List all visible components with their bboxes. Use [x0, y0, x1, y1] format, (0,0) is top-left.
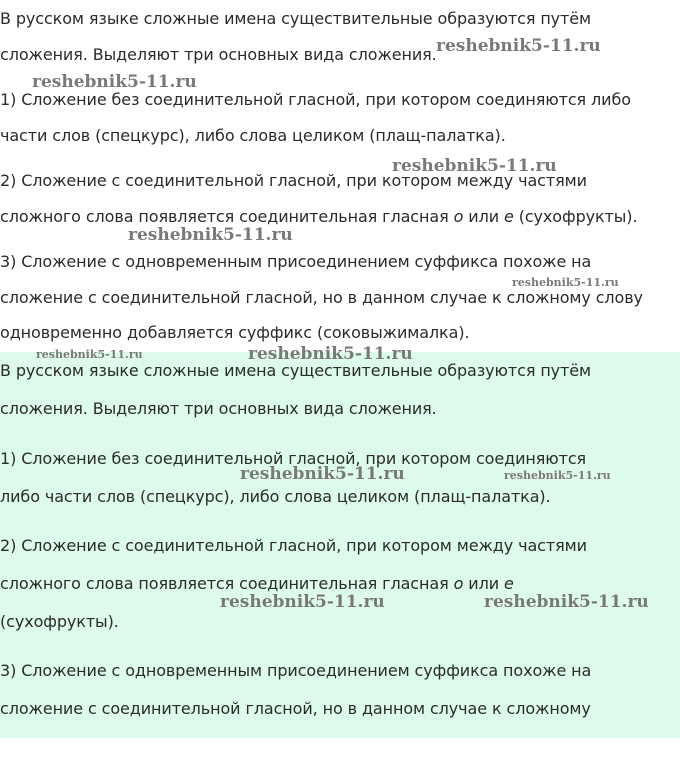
text-line: 3) Сложение с одновременным присоединением суффикса похоже на	[0, 661, 592, 680]
text-line: сложного слова появляется соединительная гласная о или е (сухофрукты).	[0, 207, 638, 226]
text-line: 3) Сложение с одновременным присоединением суффикса похоже на	[0, 252, 592, 271]
text-line: 2) Сложение с соединительной гласной, при котором между частями	[0, 536, 587, 555]
watermark: reshebnik5-11.ru	[36, 348, 143, 361]
text-line: либо части слов (спецкурс), либо слова целиком (плащ-палатка).	[0, 487, 551, 506]
text-line: одновременно добавляется суффикс (соковыжималка).	[0, 323, 470, 342]
watermark: reshebnik5-11.ru	[392, 156, 557, 176]
watermark: reshebnik5-11.ru	[512, 276, 619, 289]
text-line: сложение с соединительной гласной, но в данном случае к сложному слову	[0, 288, 643, 307]
text-line: В русском языке сложные имена существительные образуются путём	[0, 361, 591, 380]
text-line: сложение с соединительной гласной, но в данном случае к сложному	[0, 699, 591, 718]
watermark: reshebnik5-11.ru	[484, 592, 649, 612]
text-line: (сухофрукты).	[0, 612, 119, 631]
text-line: сложного слова появляется соединительная гласная о или е	[0, 574, 514, 593]
watermark: reshebnik5-11.ru	[220, 592, 385, 612]
text-line: 2) Сложение с соединительной гласной, при котором между частями	[0, 171, 587, 190]
text-line: В русском языке сложные имена существительные образуются путём	[0, 9, 591, 28]
watermark: reshebnik5-11.ru	[128, 225, 293, 245]
text-line: сложения. Выделяют три основных вида сложения.	[0, 399, 437, 418]
text-line: 1) Сложение без соединительной гласной, при котором соединяются	[0, 449, 587, 468]
text-block-highlighted	[0, 352, 680, 738]
watermark: reshebnik5-11.ru	[240, 464, 405, 484]
watermark: reshebnik5-11.ru	[32, 72, 197, 92]
watermark: reshebnik5-11.ru	[436, 36, 601, 56]
text-line: сложения. Выделяют три основных вида сложения.	[0, 45, 437, 64]
watermark: reshebnik5-11.ru	[504, 469, 611, 482]
text-line: 1) Сложение без соединительной гласной, при котором соединяются либо	[0, 90, 631, 109]
watermark: reshebnik5-11.ru	[248, 344, 413, 364]
text-line: части слов (спецкурс), либо слова целиком (плащ-палатка).	[0, 126, 506, 145]
